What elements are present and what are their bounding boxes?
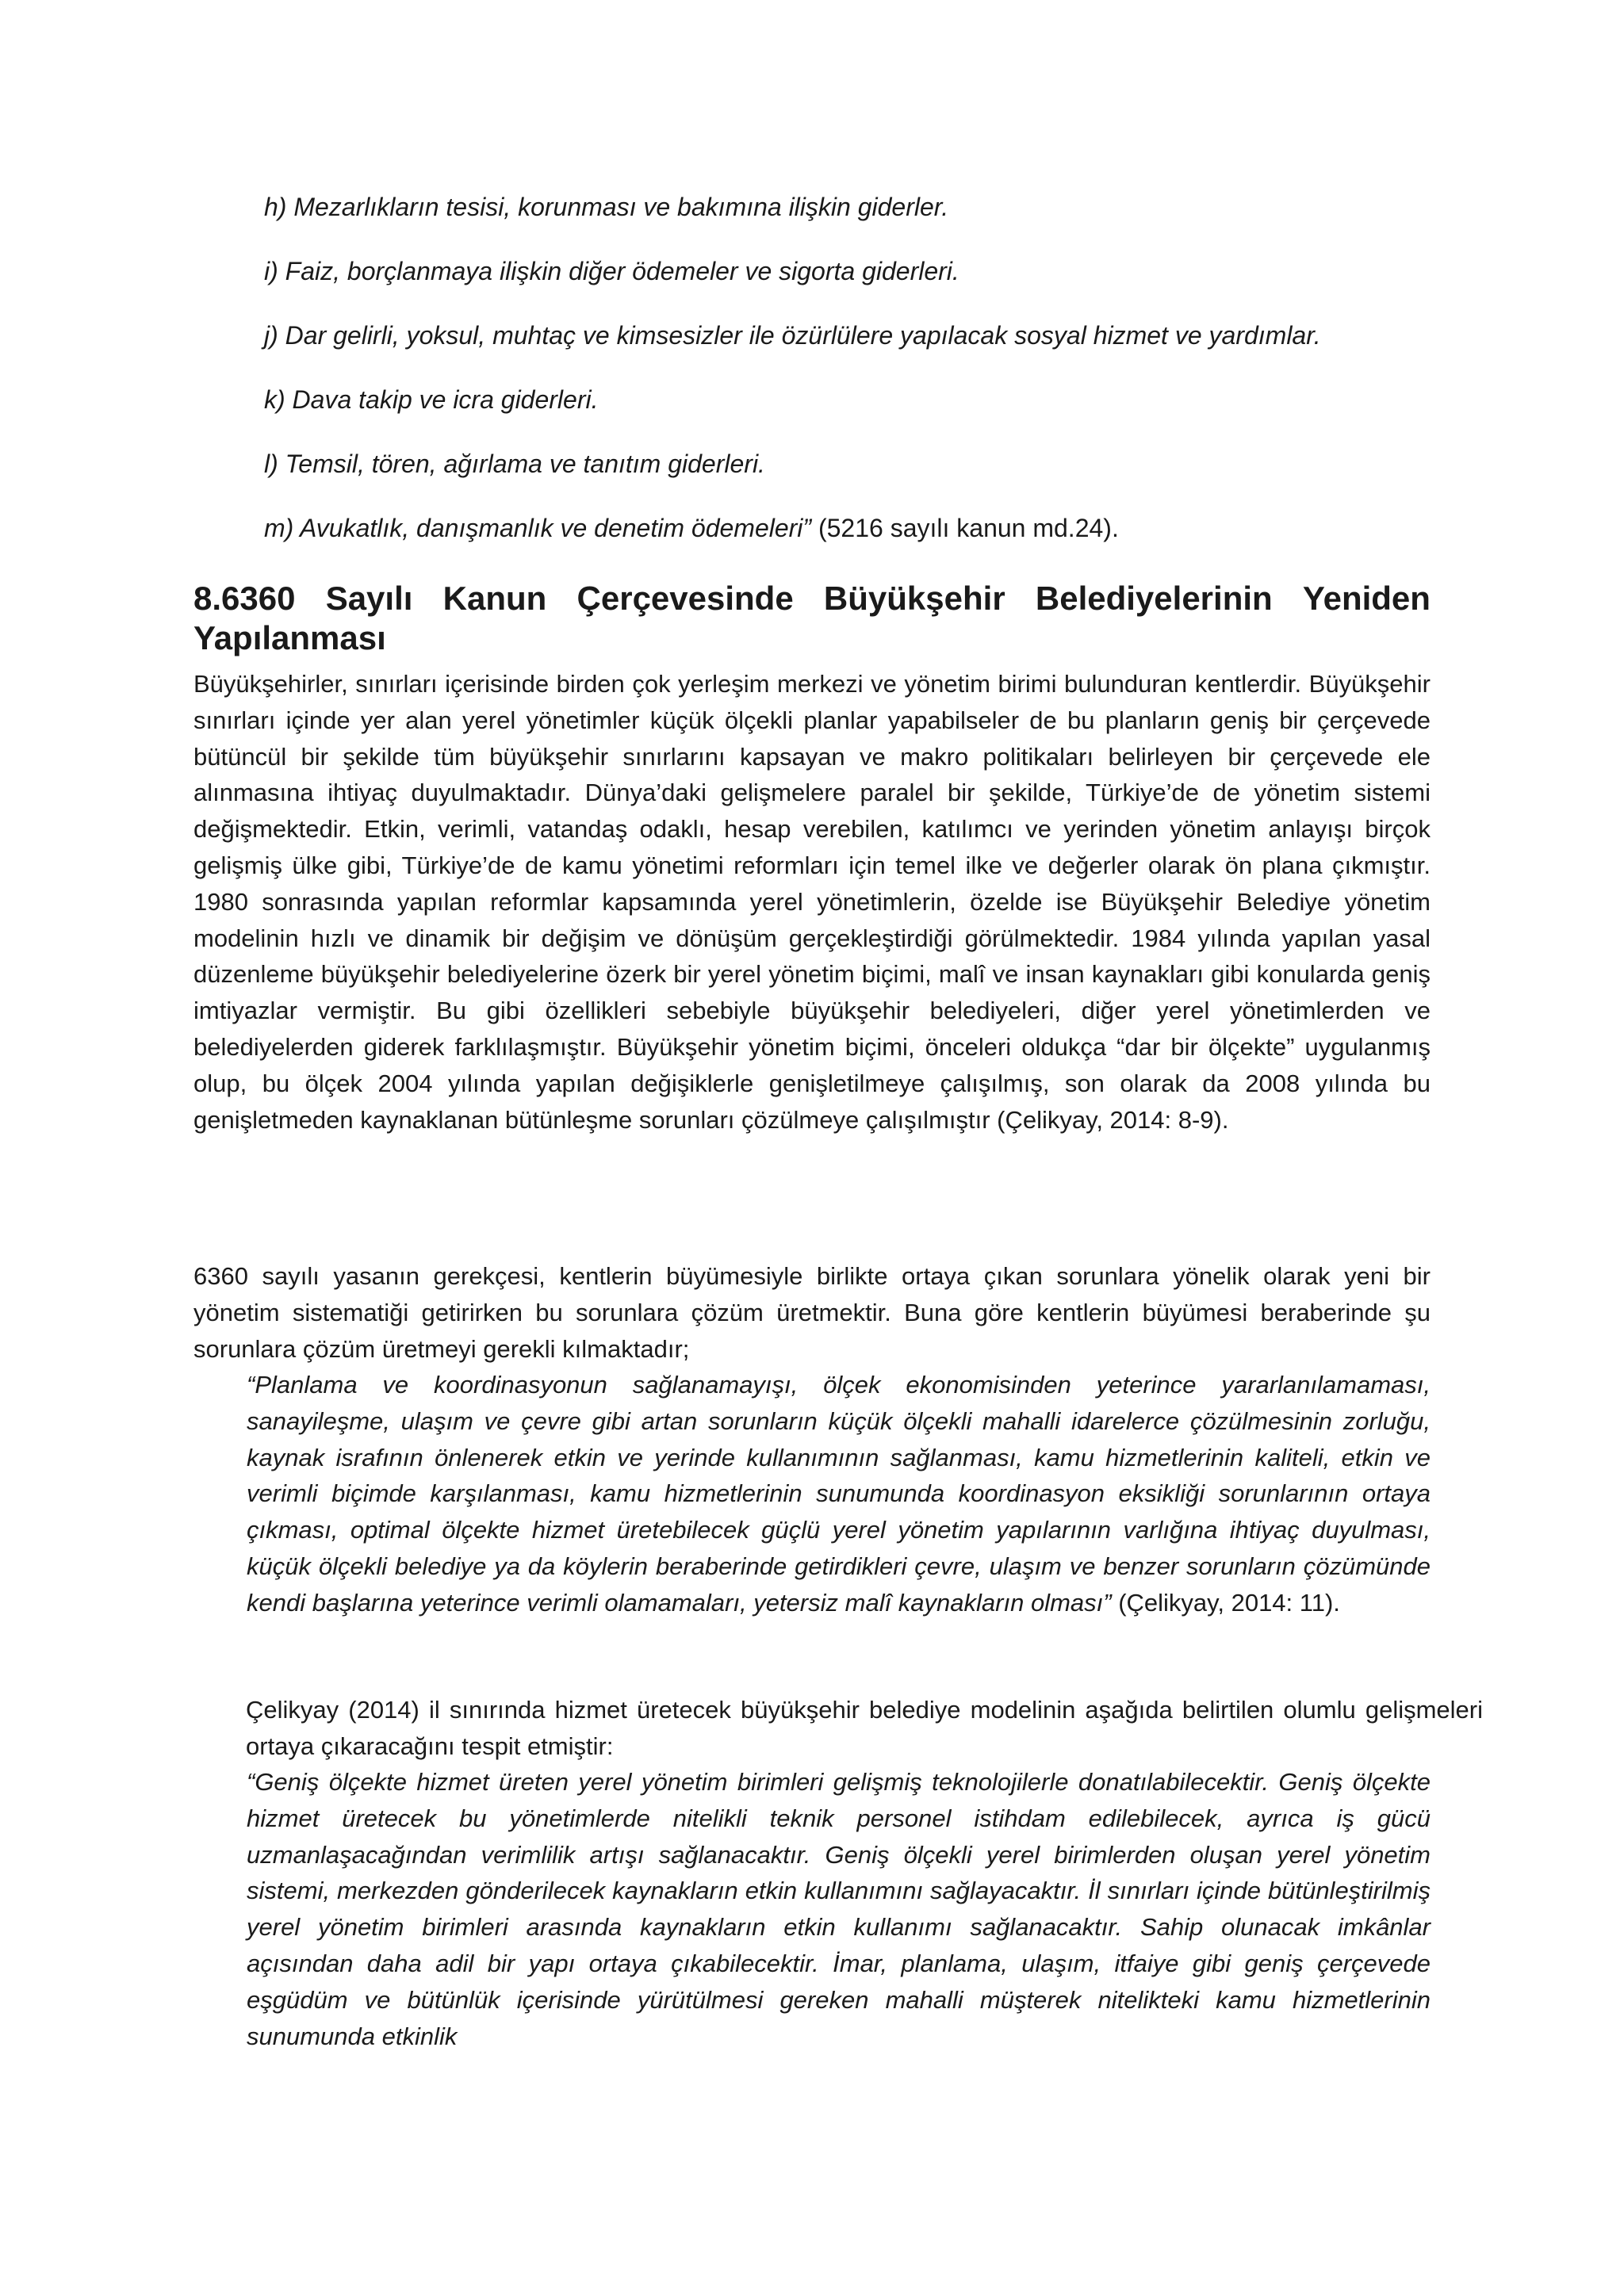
list-item: [264, 447, 1501, 511]
list-item-text: h) Mezarlıkların tesisi, korunması ve bakımına ilişkin giderler.: [264, 193, 949, 221]
heading-word: Belediyelerinin: [1035, 580, 1273, 617]
list-item-citation: (5216 sayılı kanun md.24).: [811, 514, 1119, 542]
heading-word: 8.6360: [193, 580, 296, 617]
heading-word: Yeniden: [1302, 580, 1431, 617]
list-item-text: m) Avukatlık, danışmanlık ve denetim ödemeleri”: [264, 514, 812, 542]
quote-citation: (Çelikyay, 2014: 11).: [1111, 1588, 1340, 1617]
section-heading: [193, 579, 1431, 658]
body-paragraph: 6360 sayılı yasanın gerekçesi, kentlerin büyümesiyle birlikte ortaya çıkan sorunlara yönelik olarak yeni bir yönetim sistematiği getirirken bu sorunlara çözüm üretmektir. Buna göre kentlerin büyümesi beraberinde şu sorunlara çözüm üretmeyi gerekli kılmaktadır;: [193, 1262, 1431, 1363]
quote-text: “Geniş ölçekte hizmet üreten yerel yönetim birimleri gelişmiş teknolojilerle donatılabilecektir. Geniş ölçekte hizmet üretecek bu yönetimlerde nitelikli teknik personel istihdam edilebilecek, ayrıca iş gücü uzmanlaşacağından verimlilik artışı sağlanacaktır. Geniş ölçekli yerel birimlerden oluşan yerel yönetim sistemi, merkezden gönderilecek kaynakların etkin kullanımını sağlayacaktır. İl sınırları içinde bütünleştirilmiş yerel yönetim birimleri arasında kaynakların etkin kullanımı sağlanacaktır. Sahip olunacak imkânlar açısından daha adil bir yapı ortaya çıkabilecektir. İmar, planlama, ulaşım, itfaiye gibi geniş çerçevede eşgüdüm ve bütünlük içerisinde yürütülmesi gereken mahalli müşterek nitelikteki kamu hizmetlerinin sunumunda etkinlik: [247, 1768, 1431, 2050]
block-quote: [247, 1367, 1431, 1621]
section-heading-line-2: Yapılanması: [193, 619, 386, 656]
list-item: [264, 254, 1501, 319]
section-heading-line-1: [193, 579, 1431, 618]
heading-word: Sayılı: [325, 580, 413, 617]
heading-word: Çerçevesinde: [576, 580, 794, 617]
list-item: [264, 190, 1501, 254]
list-item-text: j) Dar gelirli, yoksul, muhtaç ve kimsesizler ile özürlülere yapılacak sosyal hizmet ve yardımlar.: [264, 321, 1321, 350]
body-paragraph: Çelikyay (2014) il sınırında hizmet üretecek büyükşehir belediye modelinin aşağıda belirtilen olumlu gelişmeleri ortaya çıkaracağını tespit etmiştir:: [246, 1696, 1483, 1760]
quote-text: “Planlama ve koordinasyonun sağlanamayışı, ölçek ekonomisinden yeterince yararlanılamaması, sanayileşme, ulaşım ve çevre gibi artan sorunların küçük ölçekli mahalli idarelerce çözülmesinin zorluğu, kaynak israfının önlenerek etkin ve yerinde kullanımının sağlanması, kamu hizmetlerinin kaliteli, etkin ve verimli biçimde karşılanması, kamu hizmetlerinin sunumunda koordinasyon eksikliği sorunlarının ortaya çıkması, optimal ölçekte hizmet üretebilecek güçlü yerel yönetim yapılarının varlığına ihtiyaç duyulması, küçük ölçekli belediye ya da köylerin beraberinde getirdikleri çevre, ulaşım ve benzer sorunların çözümünde kendi başlarına yeterince verimli olamamaları, yetersiz malî kaynakların olması”: [247, 1371, 1431, 1617]
block-quote: [247, 1764, 1431, 2054]
heading-word: Kanun: [442, 580, 547, 617]
list-item-text: l) Temsil, tören, ağırlama ve tanıtım giderleri.: [264, 450, 765, 478]
heading-word: Büyükşehir: [823, 580, 1005, 617]
list-item-text: i) Faiz, borçlanmaya ilişkin diğer ödemeler ve sigorta giderleri.: [264, 257, 959, 285]
list-item-text: k) Dava takip ve icra giderleri.: [264, 385, 599, 414]
body-paragraph: Büyükşehirler, sınırları içerisinde birden çok yerleşim merkezi ve yönetim birimi bulunduran kentlerdir. Büyükşehir sınırları içinde yer alan yerel yönetimler küçük ölçekli planlar yapabilseler de bu planların geniş bir çerçevede bütüncül bir şekilde tüm büyükşehir sınırlarını kapsayan ve makro politikaları belirleyen bir çerçevede ele alınmasına ihtiyaç duyulmaktadır. Dünya’daki gelişmelere paralel bir şekilde, Türkiye’de de yönetim sistemi değişmektedir. Etkin, verimli, vatandaş odaklı, hesap verebilen, katılımcı ve yerinden yönetim anlayışı birçok gelişmiş ülke gibi, Türkiye’de de kamu yönetimi reformları için temel ilke ve değerler olarak ön plana çıkmıştır. 1980 sonrasında yapılan reformlar kapsamında yerel yönetimlerin, özelde ise Büyükşehir Belediye yönetim modelinin hızlı ve dinamik bir değişim ve dönüşüm gerçekleştirdiği görülmektedir. 1984 yılında yapılan yasal düzenleme büyükşehir belediyelerine özerk bir yerel yönetim biçimi, malî ve insan kaynakları gibi konularda geniş imtiyazlar vermiştir. Bu gibi özellikleri sebebiyle büyükşehir belediyeleri, diğer yerel yönetimlerden ve belediyelerden giderek farklılaşmıştır. Büyükşehir yönetim biçimi, önceleri oldukça “dar bir ölçekte” uygulanmış olup, bu ölçek 2004 yılında yapılan değişiklerle genişletilmeye çalışılmış, son olarak da 2008 yılında bu genişletmeden kaynaklanan bütünleşme sorunları çözülmeye çalışılmıştır (Çelikyay, 2014: 8-9).: [193, 670, 1431, 1134]
list-item: [264, 511, 1501, 576]
list-item: [264, 383, 1501, 447]
list-item: [264, 319, 1501, 383]
expense-list: [264, 190, 1501, 576]
